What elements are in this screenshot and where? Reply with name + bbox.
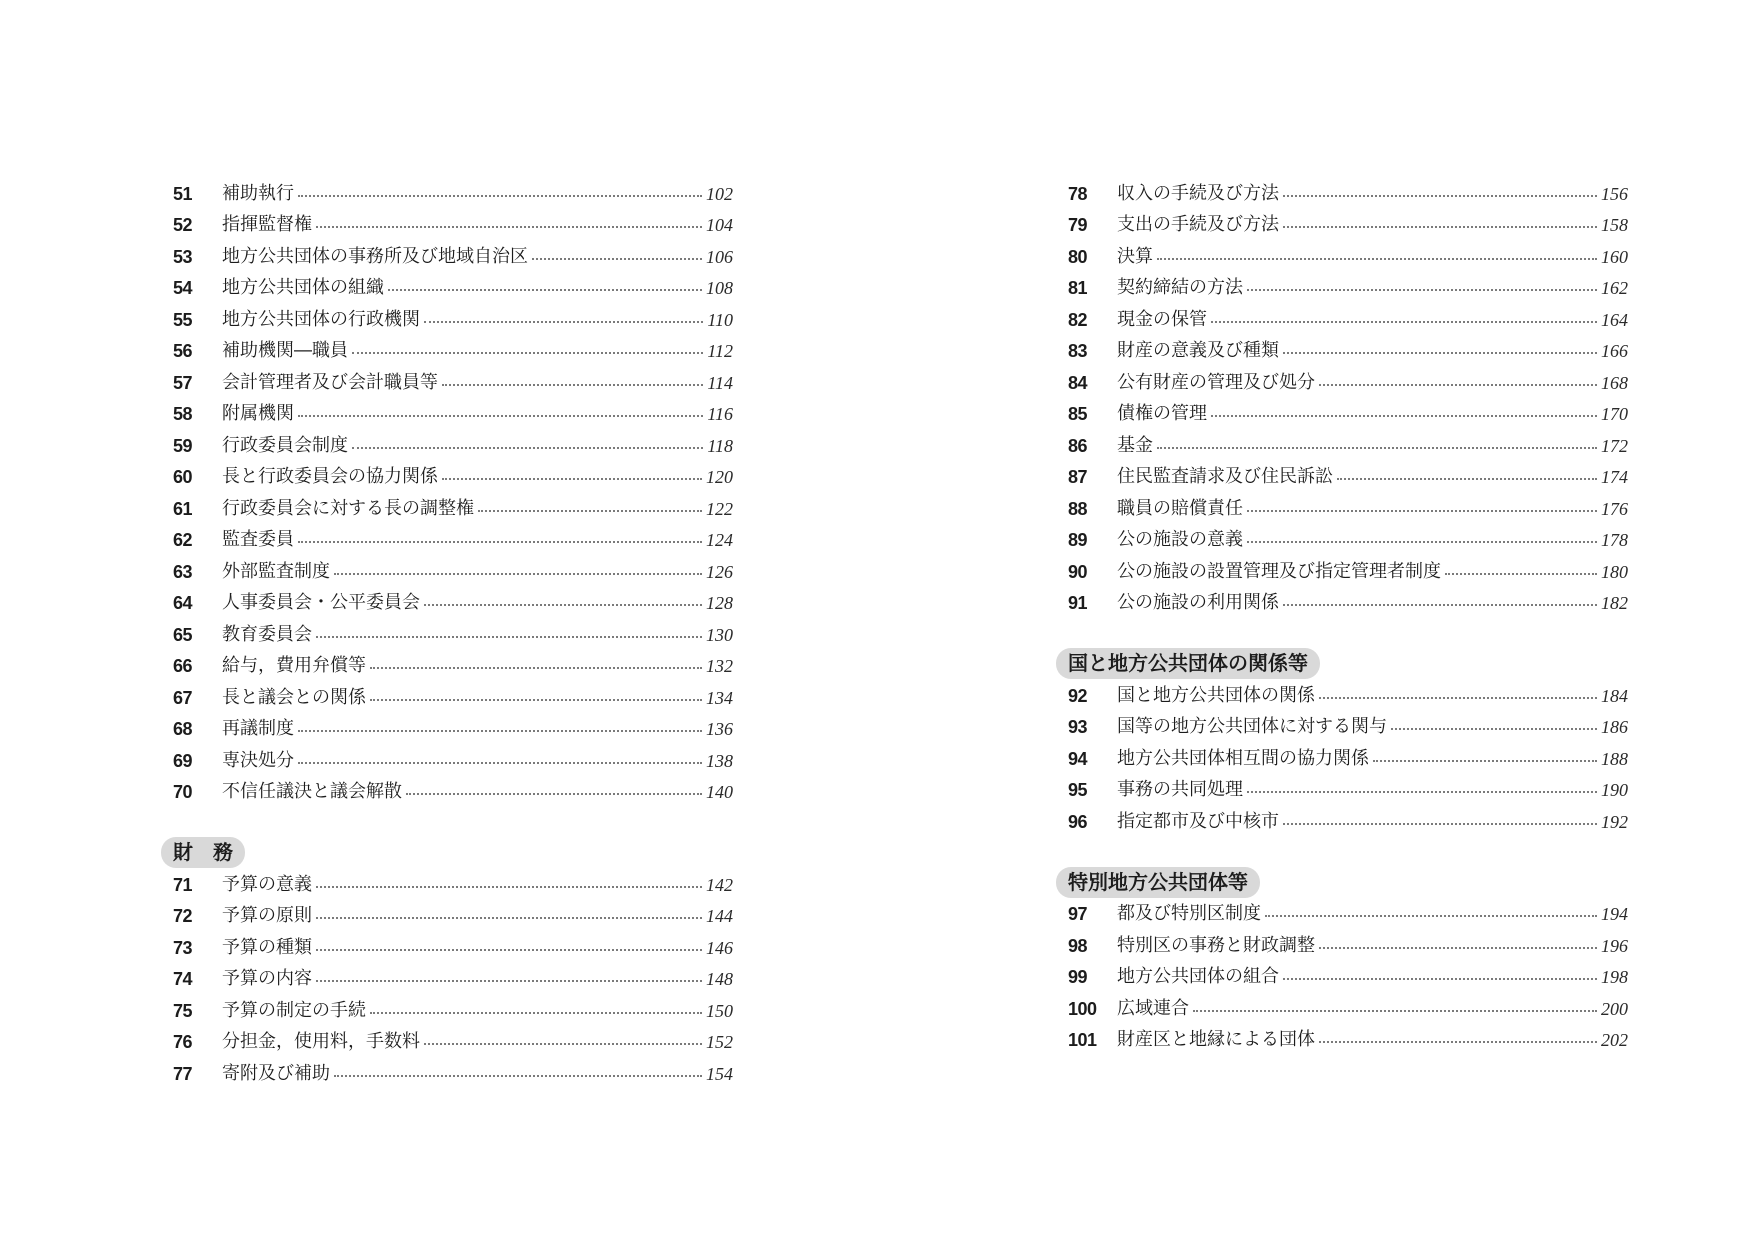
toc-entry (173, 651, 733, 683)
entry-number: 56 (173, 341, 193, 362)
dot-leader (1319, 384, 1597, 386)
toc-entry (173, 178, 733, 210)
section-heading-national-local: 国と地方公共団体の関係等 (1056, 648, 1320, 679)
entry-page-number: 112 (707, 341, 733, 362)
entry-page-number: 176 (1601, 498, 1628, 519)
dot-leader (298, 415, 703, 417)
dot-leader (1283, 352, 1597, 354)
toc-entry (1068, 962, 1628, 994)
dot-leader (442, 384, 703, 386)
toc-entry (1068, 712, 1628, 744)
entry-title: 予算の意義 (222, 873, 312, 895)
entry-page-number: 170 (1601, 404, 1628, 425)
entry-page-number: 148 (706, 969, 733, 990)
entry-title: 事務の共同処理 (1117, 779, 1243, 801)
dot-leader (424, 321, 703, 323)
entry-title: 補助機関―職員 (222, 340, 348, 362)
dot-leader (532, 258, 702, 260)
toc-entry (173, 430, 733, 462)
dot-leader (1157, 258, 1597, 260)
entry-title: 教育委員会 (222, 623, 312, 645)
entry-number: 68 (173, 719, 193, 740)
entry-title: 地方公共団体の行政機関 (222, 308, 420, 330)
entry-page-number: 182 (1601, 593, 1628, 614)
entry-title: 住民監査請求及び住民訴訟 (1117, 466, 1333, 488)
toc-entry (173, 901, 733, 933)
entry-title: 地方公共団体の組合 (1117, 966, 1279, 988)
toc-entry (173, 869, 733, 901)
toc-entry (173, 399, 733, 431)
dot-leader (316, 917, 702, 919)
entry-number: 91 (1068, 593, 1088, 614)
toc-group (1068, 178, 1628, 619)
toc-group (173, 178, 733, 808)
toc-entry (173, 995, 733, 1027)
entry-page-number: 178 (1601, 530, 1628, 551)
entry-title: 国と地方公共団体の関係 (1117, 684, 1315, 706)
entry-page-number: 166 (1601, 341, 1628, 362)
entry-title: 予算の種類 (222, 936, 312, 958)
toc-entry (1068, 493, 1628, 525)
entry-number: 92 (1068, 685, 1088, 706)
entry-page-number: 128 (706, 593, 733, 614)
dot-leader (424, 604, 702, 606)
entry-number: 73 (173, 937, 193, 958)
entry-page-number: 192 (1601, 811, 1628, 832)
toc-entry (1068, 588, 1628, 620)
toc-entry (1068, 743, 1628, 775)
entry-number: 58 (173, 404, 193, 425)
entry-number: 64 (173, 593, 193, 614)
entry-title: 指揮監督権 (222, 214, 312, 236)
entry-page-number: 106 (706, 246, 733, 267)
toc-entry (1068, 806, 1628, 838)
dot-leader (334, 573, 702, 575)
entry-title: 公の施設の意義 (1117, 529, 1243, 551)
entry-page-number: 152 (706, 1032, 733, 1053)
entry-number: 82 (1068, 309, 1088, 330)
entry-page-number: 116 (707, 404, 733, 425)
entry-title: 行政委員会に対する長の調整権 (222, 497, 474, 519)
entry-page-number: 138 (706, 750, 733, 771)
entry-number: 99 (1068, 967, 1088, 988)
entry-title: 決算 (1117, 245, 1153, 267)
entry-title: 予算の内容 (222, 968, 312, 990)
entry-title: 外部監査制度 (222, 560, 330, 582)
entry-number: 101 (1068, 1030, 1097, 1051)
entry-page-number: 136 (706, 719, 733, 740)
entry-number: 71 (173, 874, 193, 895)
entry-number: 69 (173, 750, 193, 771)
entry-number: 53 (173, 246, 193, 267)
toc-entry (173, 932, 733, 964)
toc-entry (1068, 1025, 1628, 1057)
entry-number: 96 (1068, 811, 1088, 832)
entry-number: 86 (1068, 435, 1088, 456)
entry-number: 55 (173, 309, 193, 330)
toc-entry (173, 619, 733, 651)
toc-entry (173, 588, 733, 620)
entry-title: 不信任議決と議会解散 (222, 781, 402, 803)
entry-page-number: 102 (706, 183, 733, 204)
toc-entry (1068, 430, 1628, 462)
entry-title: 地方公共団体の組織 (222, 277, 384, 299)
entry-title: 公有財産の管理及び処分 (1117, 371, 1315, 393)
entry-title: 給与，費用弁償等 (222, 655, 366, 677)
entry-title: 公の施設の利用関係 (1117, 592, 1279, 614)
toc-entry (173, 525, 733, 557)
dot-leader (334, 1075, 702, 1077)
toc-entry (173, 745, 733, 777)
entry-number: 74 (173, 969, 193, 990)
entry-number: 95 (1068, 780, 1088, 801)
entry-title: 監査委員 (222, 529, 294, 551)
toc-entry (1068, 775, 1628, 807)
entry-title: 地方公共団体の事務所及び地域自治区 (222, 245, 528, 267)
toc-entry (173, 682, 733, 714)
dot-leader (1247, 289, 1597, 291)
entry-number: 93 (1068, 717, 1088, 738)
dot-leader (1319, 947, 1597, 949)
dot-leader (1283, 195, 1597, 197)
entry-page-number: 134 (706, 687, 733, 708)
entry-title: 国等の地方公共団体に対する関与 (1117, 716, 1387, 738)
entry-number: 60 (173, 467, 193, 488)
entry-number: 89 (1068, 530, 1088, 551)
entry-title: 財産の意義及び種類 (1117, 340, 1279, 362)
entry-title: 契約締結の方法 (1117, 277, 1243, 299)
toc-entry (1068, 273, 1628, 305)
toc-entry (173, 1058, 733, 1090)
toc-entry (173, 777, 733, 809)
entry-title: 支出の手続及び方法 (1117, 214, 1279, 236)
entry-number: 57 (173, 372, 193, 393)
entry-page-number: 110 (707, 309, 733, 330)
entry-number: 87 (1068, 467, 1088, 488)
entry-page-number: 196 (1601, 935, 1628, 956)
toc-entry (1068, 899, 1628, 931)
entry-title: 職員の賠償責任 (1117, 497, 1243, 519)
dot-leader (1265, 915, 1597, 917)
entry-page-number: 194 (1601, 904, 1628, 925)
entry-page-number: 114 (707, 372, 733, 393)
entry-page-number: 120 (706, 467, 733, 488)
entry-page-number: 146 (706, 937, 733, 958)
dot-leader (298, 541, 702, 543)
toc-entry (1068, 210, 1628, 242)
entry-page-number: 108 (706, 278, 733, 299)
entry-number: 83 (1068, 341, 1088, 362)
dot-leader (1319, 697, 1597, 699)
entry-number: 61 (173, 498, 193, 519)
entry-number: 67 (173, 687, 193, 708)
toc-entry (173, 273, 733, 305)
entry-page-number: 162 (1601, 278, 1628, 299)
dot-leader (1157, 447, 1597, 449)
toc-entry (173, 367, 733, 399)
entry-title: 債権の管理 (1117, 403, 1207, 425)
entry-title: 補助執行 (222, 182, 294, 204)
entry-page-number: 164 (1601, 309, 1628, 330)
dot-leader (424, 1043, 702, 1045)
entry-page-number: 186 (1601, 717, 1628, 738)
entry-title: 基金 (1117, 434, 1153, 456)
toc-entry (1068, 556, 1628, 588)
dot-leader (406, 793, 702, 795)
toc-entry (173, 241, 733, 273)
toc-entry (173, 304, 733, 336)
toc-entry (1068, 525, 1628, 557)
toc-entry (173, 1027, 733, 1059)
entry-title: 予算の原則 (222, 905, 312, 927)
toc-entry (1068, 367, 1628, 399)
entry-title: 現金の保管 (1117, 308, 1207, 330)
entry-title: 長と行政委員会の協力関係 (222, 466, 438, 488)
entry-title: 再議制度 (222, 718, 294, 740)
entry-page-number: 142 (706, 874, 733, 895)
entry-number: 66 (173, 656, 193, 677)
toc-column-right (1068, 178, 1628, 1056)
entry-number: 94 (1068, 748, 1088, 769)
dot-leader (1283, 226, 1597, 228)
entry-number: 62 (173, 530, 193, 551)
entry-title: 収入の手続及び方法 (1117, 182, 1279, 204)
entry-title: 広域連合 (1117, 997, 1189, 1019)
entry-title: 分担金，使用料，手数料 (222, 1031, 420, 1053)
dot-leader (442, 478, 702, 480)
toc-entry (1068, 304, 1628, 336)
dot-leader (352, 447, 703, 449)
toc-entry (1068, 336, 1628, 368)
dot-leader (1247, 541, 1597, 543)
section-heading-special-entities: 特別地方公共団体等 (1056, 867, 1260, 898)
entry-page-number: 168 (1601, 372, 1628, 393)
entry-page-number: 198 (1601, 967, 1628, 988)
entry-page-number: 126 (706, 561, 733, 582)
dot-leader (1283, 823, 1597, 825)
dot-leader (1211, 415, 1597, 417)
dot-leader (316, 886, 702, 888)
dot-leader (1373, 760, 1597, 762)
toc-entry (173, 462, 733, 494)
dot-leader (1247, 791, 1597, 793)
dot-leader (298, 195, 702, 197)
dot-leader (316, 636, 702, 638)
entry-title: 予算の制定の手続 (222, 999, 366, 1021)
toc-entry (1068, 399, 1628, 431)
entry-number: 79 (1068, 215, 1088, 236)
entry-number: 77 (173, 1063, 193, 1084)
entry-page-number: 174 (1601, 467, 1628, 488)
entry-number: 70 (173, 782, 193, 803)
entry-number: 63 (173, 561, 193, 582)
entry-page-number: 144 (706, 906, 733, 927)
entry-page-number: 184 (1601, 685, 1628, 706)
entry-page-number: 130 (706, 624, 733, 645)
dot-leader (478, 510, 702, 512)
entry-page-number: 122 (706, 498, 733, 519)
dot-leader (316, 226, 702, 228)
toc-entry (173, 210, 733, 242)
entry-title: 公の施設の設置管理及び指定管理者制度 (1117, 560, 1441, 582)
entry-title: 附属機関 (222, 403, 294, 425)
entry-page-number: 202 (1601, 1030, 1628, 1051)
dot-leader (1283, 604, 1597, 606)
dot-leader (1283, 978, 1597, 980)
toc-entry (1068, 680, 1628, 712)
entry-title: 都及び特別区制度 (1117, 903, 1261, 925)
entry-title: 会計管理者及び会計職員等 (222, 371, 438, 393)
entry-page-number: 188 (1601, 748, 1628, 769)
dot-leader (1445, 573, 1597, 575)
toc-group (1068, 680, 1628, 838)
dot-leader (298, 762, 702, 764)
entry-number: 65 (173, 624, 193, 645)
entry-page-number: 180 (1601, 561, 1628, 582)
entry-page-number: 124 (706, 530, 733, 551)
entry-number: 98 (1068, 935, 1088, 956)
entry-title: 行政委員会制度 (222, 434, 348, 456)
toc-group (1068, 899, 1628, 1057)
entry-number: 85 (1068, 404, 1088, 425)
entry-page-number: 118 (707, 435, 733, 456)
dot-leader (1337, 478, 1597, 480)
toc-entry (173, 493, 733, 525)
dot-leader (370, 1012, 702, 1014)
toc-entry (173, 336, 733, 368)
entry-page-number: 132 (706, 656, 733, 677)
entry-number: 76 (173, 1032, 193, 1053)
dot-leader (370, 699, 702, 701)
entry-page-number: 160 (1601, 246, 1628, 267)
toc-column-left (173, 178, 733, 1090)
entry-title: 長と議会との関係 (222, 686, 366, 708)
entry-number: 54 (173, 278, 193, 299)
toc-entry (1068, 178, 1628, 210)
toc-group (173, 869, 733, 1090)
entry-title: 特別区の事務と財政調整 (1117, 934, 1315, 956)
toc-entry (1068, 462, 1628, 494)
entry-number: 78 (1068, 183, 1088, 204)
entry-title: 専決処分 (222, 749, 294, 771)
entry-page-number: 150 (706, 1000, 733, 1021)
dot-leader (1211, 321, 1597, 323)
dot-leader (352, 352, 703, 354)
dot-leader (316, 949, 702, 951)
entry-title: 人事委員会・公平委員会 (222, 592, 420, 614)
dot-leader (370, 667, 702, 669)
dot-leader (1319, 1041, 1597, 1043)
entry-number: 81 (1068, 278, 1088, 299)
entry-page-number: 140 (706, 782, 733, 803)
entry-number: 97 (1068, 904, 1088, 925)
entry-page-number: 156 (1601, 183, 1628, 204)
entry-page-number: 154 (706, 1063, 733, 1084)
toc-entry (173, 556, 733, 588)
entry-title: 指定都市及び中核市 (1117, 810, 1279, 832)
dot-leader (298, 730, 702, 732)
entry-number: 52 (173, 215, 193, 236)
toc-entry (173, 964, 733, 996)
section-heading-finance: 財 務 (161, 837, 245, 868)
toc-entry (1068, 930, 1628, 962)
entry-title: 寄附及び補助 (222, 1062, 330, 1084)
entry-title: 財産区と地縁による団体 (1117, 1029, 1315, 1051)
entry-number: 72 (173, 906, 193, 927)
entry-title: 地方公共団体相互間の協力関係 (1117, 747, 1369, 769)
entry-number: 80 (1068, 246, 1088, 267)
entry-page-number: 158 (1601, 215, 1628, 236)
entry-page-number: 200 (1601, 998, 1628, 1019)
entry-number: 88 (1068, 498, 1088, 519)
toc-entry (173, 714, 733, 746)
dot-leader (388, 289, 702, 291)
entry-number: 84 (1068, 372, 1088, 393)
entry-number: 100 (1068, 998, 1097, 1019)
entry-page-number: 172 (1601, 435, 1628, 456)
entry-page-number: 190 (1601, 780, 1628, 801)
toc-entry (1068, 241, 1628, 273)
entry-page-number: 104 (706, 215, 733, 236)
entry-number: 51 (173, 183, 193, 204)
entry-number: 75 (173, 1000, 193, 1021)
dot-leader (1193, 1010, 1597, 1012)
entry-number: 90 (1068, 561, 1088, 582)
dot-leader (1391, 728, 1597, 730)
entry-number: 59 (173, 435, 193, 456)
toc-entry (1068, 993, 1628, 1025)
dot-leader (1247, 510, 1597, 512)
dot-leader (316, 980, 702, 982)
